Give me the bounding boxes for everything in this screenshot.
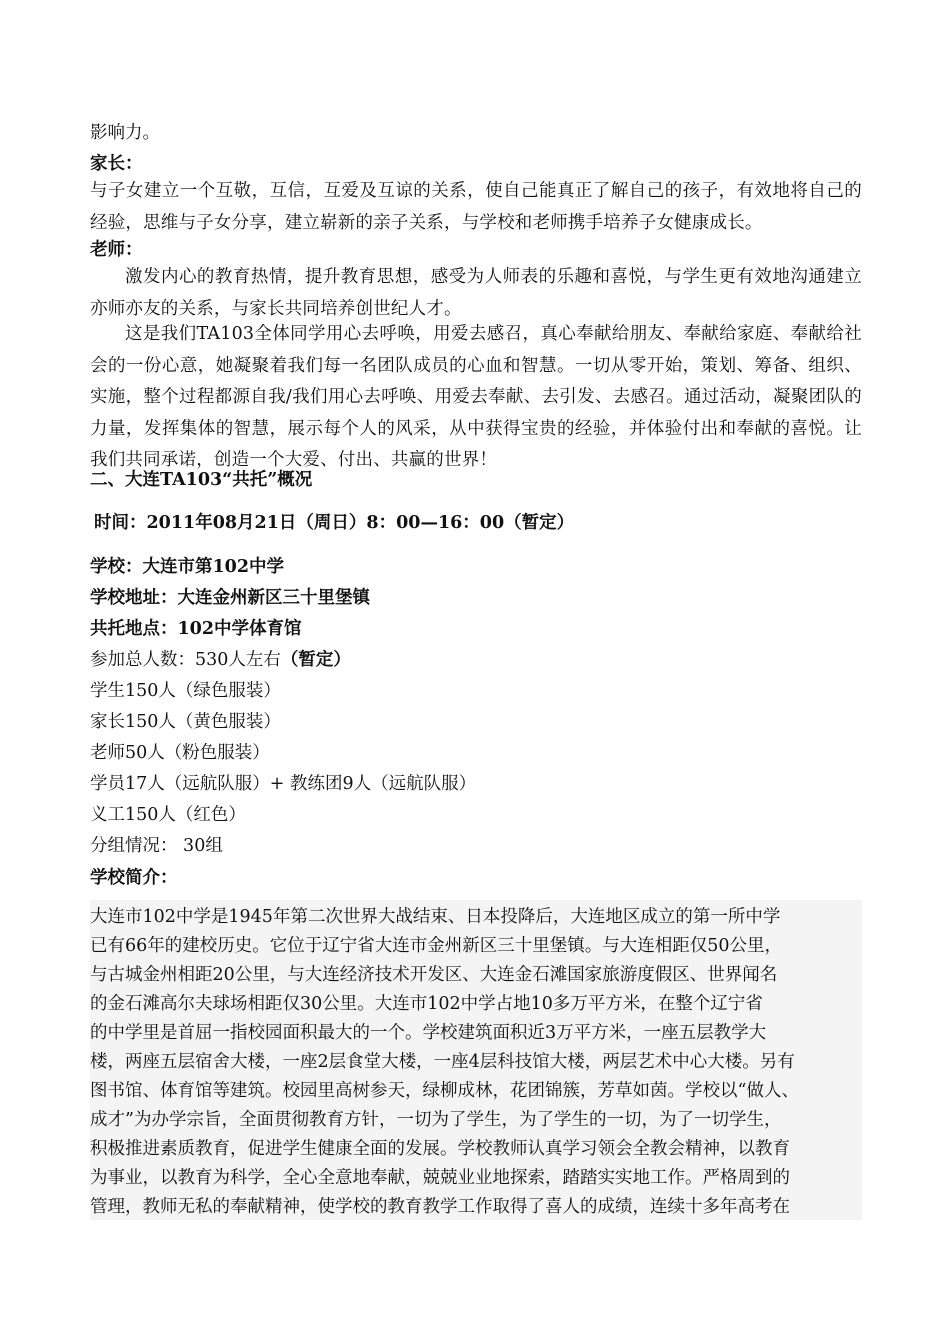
total-participants-label: 参加总人数：530人左右 (90, 650, 281, 670)
intro-line: 的金石滩高尔夫球场相距仅30公里。大连市102中学占地10多万平方米，在整个辽宁省 (90, 994, 763, 1014)
intro-line: 已有66年的建校历史。它位于辽宁省大连市金州新区三十里堡镇。与大连相距仅50公里， (90, 936, 783, 956)
intro-line: 楼，两座五层宿舍大楼，一座2层食堂大楼，一座4层科技馆大楼，两层艺术中心大楼。另有 (90, 1052, 795, 1072)
school-name: 学校：大连市第102中学 (90, 557, 285, 577)
trainees-count: 学员17人（远航队服）+ 教练团9人（远航队服） (90, 774, 477, 794)
heading-teachers: 老师： (90, 240, 143, 260)
paragraph-ta103: 这是我们TA103全体同学用心去呼唤，用爱去感召，真心奉献给朋友、奉献给家庭、奉献给社会的一份心意，她凝聚着我们每一名团队成员的心血和智慧。一切从零开始，策划、筹备、组织、实施，整个过程都源自我/我们用心去呼唤、用爱去奉献、去引发、去感召。通过活动，凝聚团队的力量，发挥集体的智慧，展示每个人的风采，从中获得宝贵的经验，并体验付出和奉献的喜悦。让我们共同承诺，创造一个大爱、付出、共赢的世界！ (90, 324, 862, 470)
teachers-count: 老师50人（粉色服装） (90, 743, 270, 763)
text-line-influence: 影响力。 (90, 123, 160, 143)
intro-line: 成才”为办学宗旨，全面贯彻教育方针，一切为了学生，为了学生的一切，为了一切学生， (90, 1110, 782, 1130)
intro-line: 管理，教师无私的奉献精神，使学校的教育教学工作取得了喜人的成绩，连续十多年高考在 (90, 1197, 790, 1217)
school-intro-block (90, 900, 862, 1220)
heading-school-intro: 学校简介： (90, 868, 178, 888)
intro-line: 积极推进素质教育，促进学生健康全面的发展。学校教师认真学习领会全教会精神，以教育 (90, 1139, 790, 1159)
volunteers-count: 义工150人（红色） (90, 805, 246, 825)
intro-line: 与古城金州相距20公里，与大连经济技术开发区、大连金石滩国家旅游度假区、世界闻名 (90, 965, 778, 985)
total-participants (90, 648, 862, 672)
intro-line: 的中学里是首屈一指校园面积最大的一个。学校建筑面积近3万平方米，一座五层教学大 (90, 1023, 767, 1043)
grouping-info: 分组情况： 30组 (90, 836, 223, 856)
event-time: 时间：2011年08月21日（周日）8：00—16：00（暂定） (94, 513, 575, 533)
intro-line: 图书馆、体育馆等建筑。校园里高树参天，绿柳成林，花团锦簇，芳草如茵。学校以“做人、 (90, 1081, 799, 1101)
section-2-title: 二、大连TA103“共托”概况 (90, 470, 313, 490)
school-address: 学校地址：大连金州新区三十里堡镇 (90, 588, 370, 608)
event-venue: 共托地点：102中学体育馆 (90, 619, 302, 639)
paragraph-teachers: 激发内心的教育热情，提升教育思想，感受为人师表的乐趣和喜悦，与学生更有效地沟通建立亦师亦友的关系，与家长共同培养创世纪人才。 (90, 267, 862, 319)
parents-count: 家长150人（黄色服装） (90, 712, 281, 732)
intro-line: 大连市102中学是1945年第二次世界大战结束、日本投降后，大连地区成立的第一所中学 (90, 907, 781, 927)
paragraph-parents: 与子女建立一个互敬，互信，互爱及互谅的关系，使自己能真正了解自己的孩子，有效地将自己的经验，思维与子女分享，建立崭新的亲子关系，与学校和老师携手培养子女健康成长。 (90, 181, 862, 233)
intro-line: 为事业，以教育为科学，全心全意地奉献，兢兢业业地探索，踏踏实实地工作。严格周到的 (90, 1168, 790, 1188)
heading-parents: 家长： (90, 154, 143, 174)
total-participants-note: （暂定） (280, 650, 351, 670)
students-count: 学生150人（绿色服装） (90, 681, 281, 701)
